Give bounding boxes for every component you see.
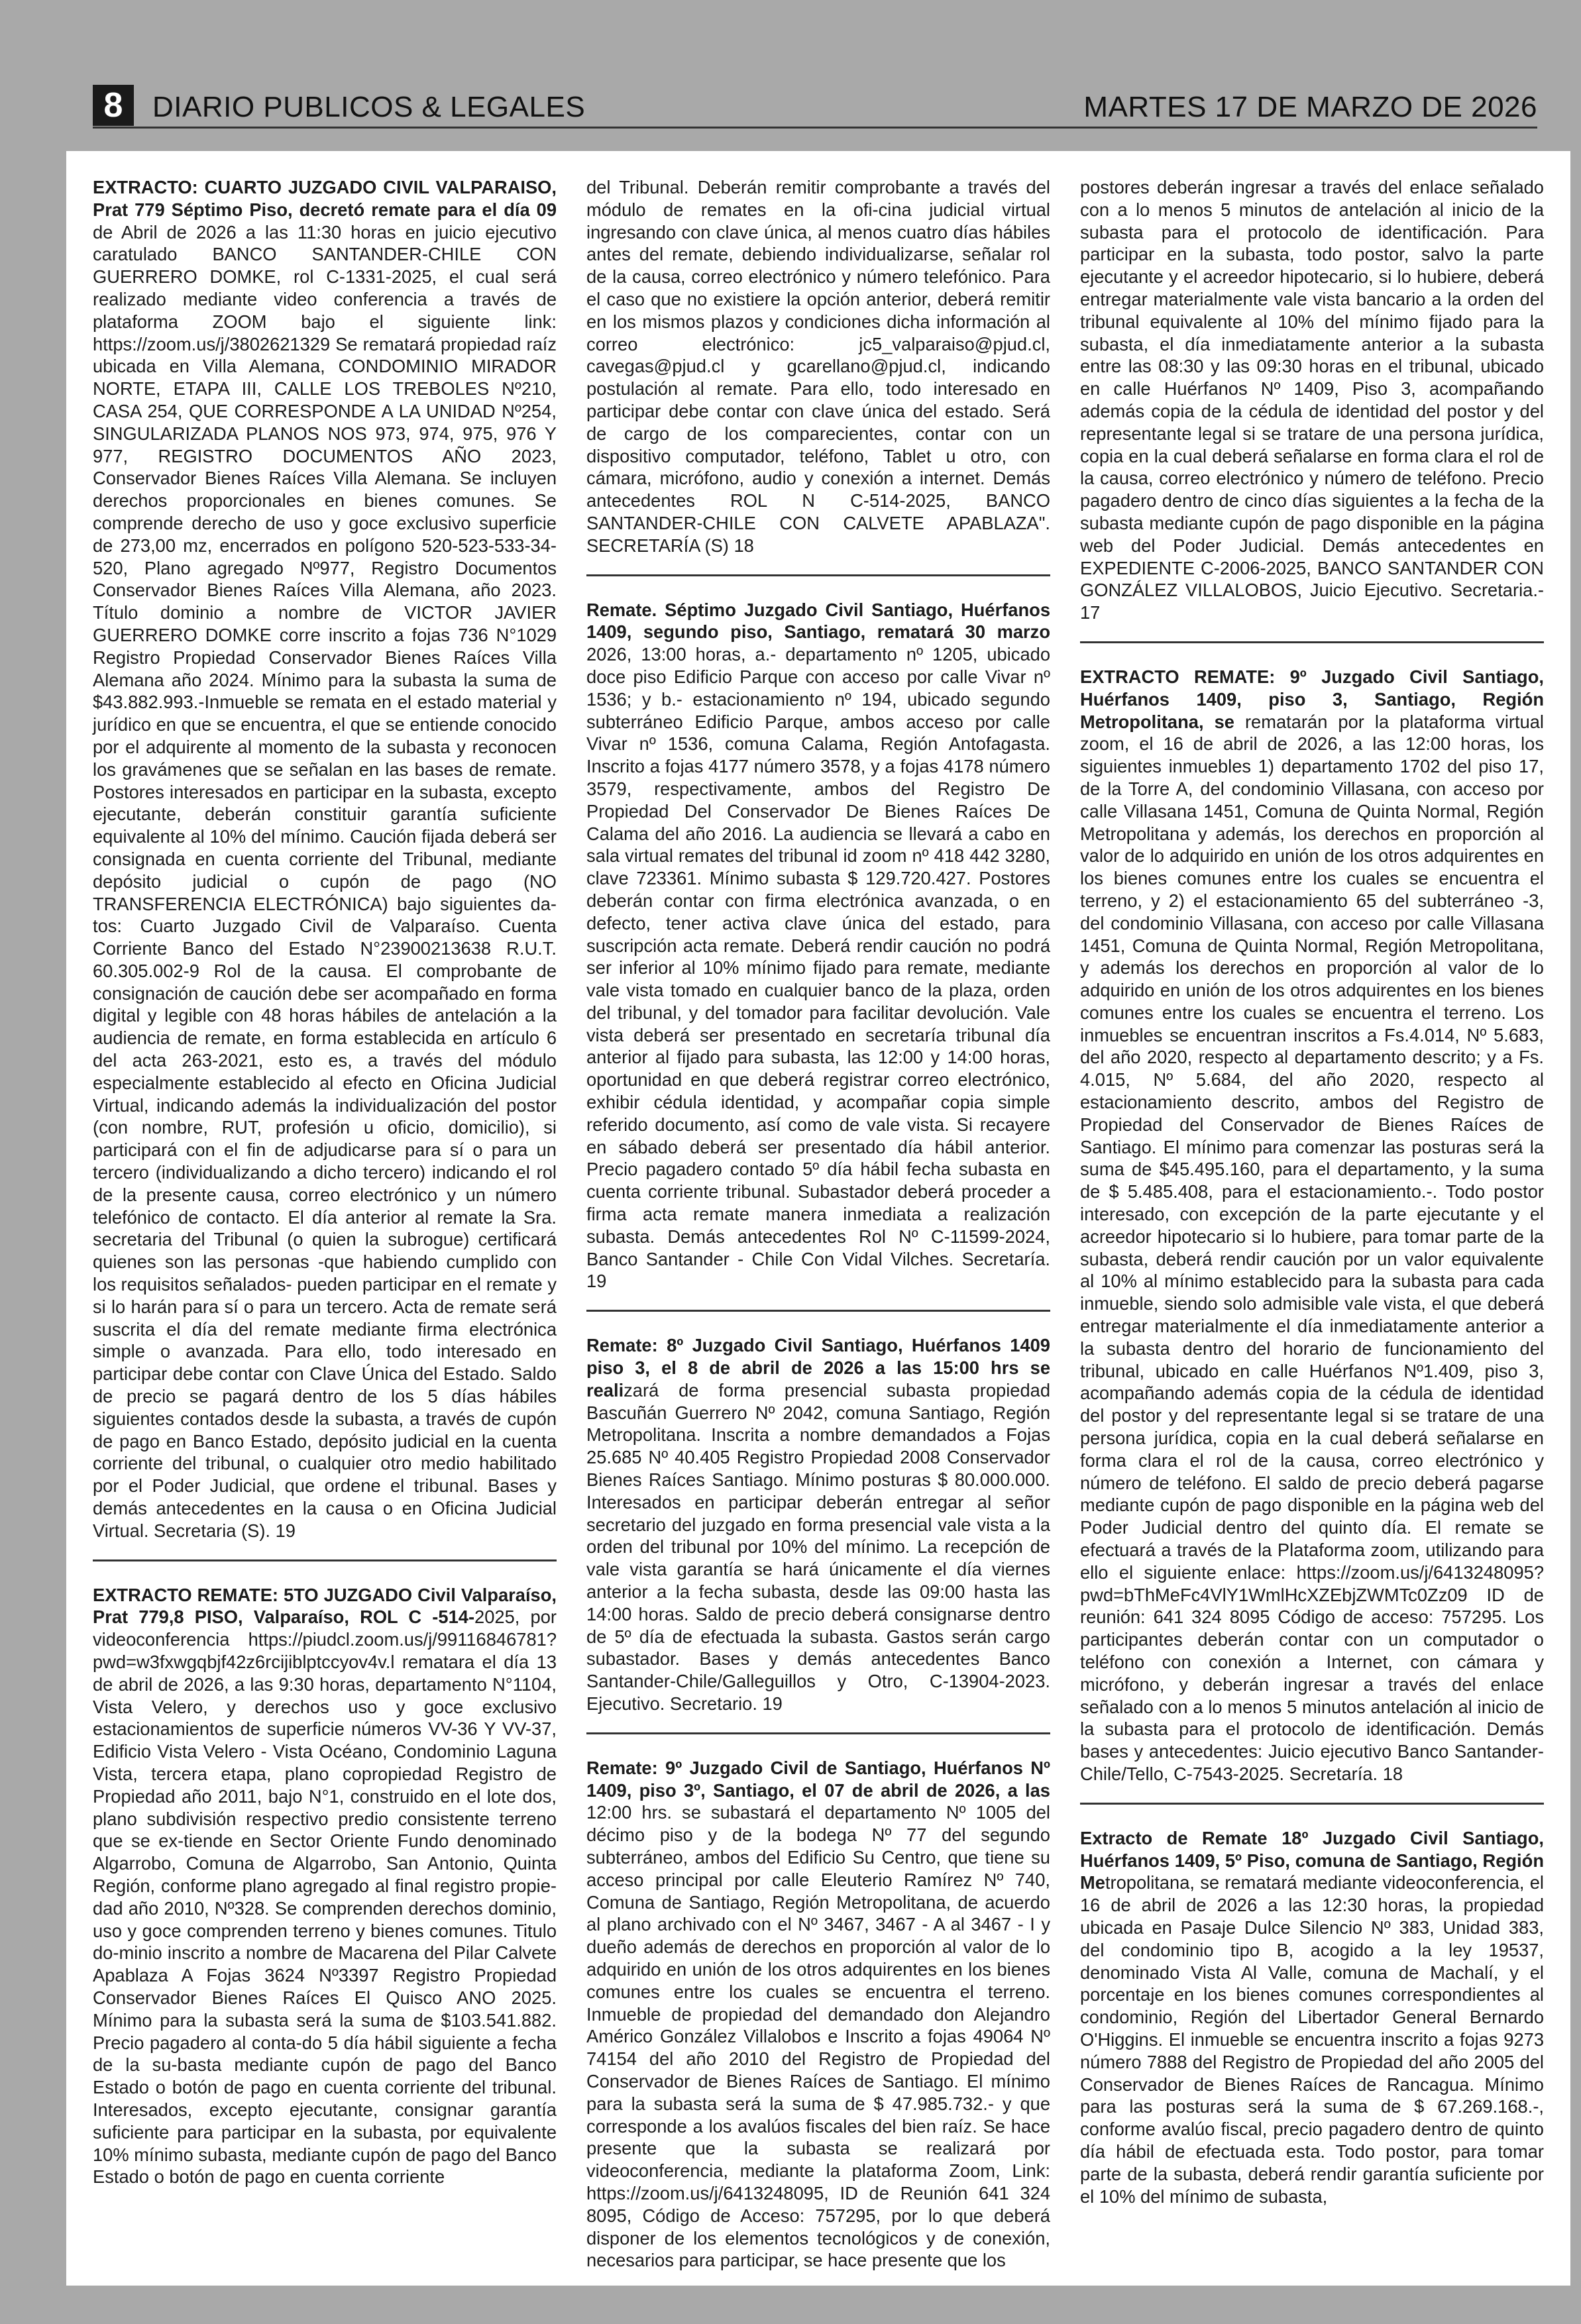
newspaper-page [66,151,1570,2286]
notice-body: 2025, por videoconferencia https://piudcl.zoom.us/j/99116846781?pwd=w3fxwgqbjf42z6rcijiblptccyov4v.l rematara el día 13 de abril de 2026, a las 9:30 horas, departamento N°1104, Vista Velero, y derechos uso y goce exclusivo estacionamientos de superficie números VV-36 Y VV-37, Edificio Vista Velero - Vista Océano, Condominio Laguna Vista, tercera etapa, plano copropiedad Registro de Propiedad año 2011, bajo N°1, construido en el lote dos, plano subdivisión respectivo predio consistente terreno que se ex-tiende en Sector Oriente Fundo denominado Algarrobo, Comuna de Algarrobo, San Antonio, Quinta Región, conforme plano agregado al final registro propie-dad año 2010, Nº328. Se comprenden derechos dominio, uso y goce comprenden terreno y bienes comunes. Titulo do-minio inscrito a nombre de Macarena del Pilar Calvete Apablaza A Fojas 3624 Nº3397 Registro Propiedad Conservador Bienes Raíces El Quisco ANO 2025. Mínimo para la subasta será la suma de $103.541.882. Precio pagadero al conta-do 5 día hábil siguiente a fecha de la su-basta mediante cupón de pago del Banco Estado o botón de pago en cuenta corriente del tribunal. Interesados, excepto ejecutante, consignar garantía suficiente para participar en la subasta, por equivalente 10% mínimo subasta, mediante cupón de pago del Banco Estado o botón de pago en cuenta corriente [93,1607,557,2188]
notice-divider [93,1559,557,1561]
notice-septimo-juzgado-santiago [586,599,1050,1293]
publication-name: DIARIO PUBLICOS & LEGALES [152,91,586,123]
notice-heading: EXTRACTO REMATE: 5TO JUZGADO Civil Valparaíso, Prat 779,8 PISO, Valparaíso, ROL C -514- [93,1584,557,1628]
notice-divider [586,574,1050,576]
page-number: 8 [93,85,134,126]
notice-divider [586,1732,1050,1734]
column-3 [1080,176,1544,2225]
notice-heading: EXTRACTO REMATE: 9º Juzgado Civil Santiago, Huérfanos 1409, piso 3, Santiago, Región Metropolitana, se [1080,666,1544,732]
notice-heading: Extracto de Remate 18º Juzgado Civil Santiago, Huérfanos 1409, 5º Piso, comuna de Santiago, Región Me [1080,1827,1544,1893]
notice-body: 2026, 13:00 horas, a.- departamento nº 1205, ubicado doce piso Edificio Parque con acceso por calle Vivar nº 1536; y b.- estacionamiento nº 194, ubicado segundo subterráneo Edificio Parque, ambos acceso por calle Vivar nº 1536, comuna Calama, Región Antofagasta. Inscrito a fojas 4177 número 3578, y a fojas 4178 número 3579, respectivamente, ambos del Registro De Propiedad Del Conservador De Bienes Raíces De Calama del año 2016. La audiencia se llevará a cabo en sala virtual remates del tribunal id zoom nº 418 442 3280, clave 723361. Mínimo subasta $ 129.720.427. Postores deberán contar con firma electrónica avanzada, o en defecto, tener activa clave única del estado, para suscripción acta remate. Deberá rendir caución no podrá ser inferior al 10% mínimo fijado para remate, mediante vale vista tomado en cualquier banco de la plaza, orden del tribunal, y del tomador para facilitar devolución. Vale vista deberá ser presentado en secretaría tribunal día anterior al fijado para subasta, las 12:00 y 14:00 horas, oportunidad en que deberá registrar correo electrónico, exhibir cédula identidad, y acompañar copia simple referido documento, así como de vale vista. Si recayere en sábado deberá ser presentado día hábil anterior. Precio pagadero contado 5º día hábil fecha subasta en cuenta corriente tribunal. Subastador deberá proceder a firma acta remate manera inmediata a realización subasta. Demás antecedentes Rol Nº C-11599-2024, Banco Santander - Chile Con Vidal Vilches. Secretaría. 19 [586,644,1050,1292]
notice-divider [1080,1803,1544,1805]
notice-18-juzgado-santiago [1080,1827,1544,2208]
column-2 [586,176,1050,2289]
notice-8-juzgado-santiago [586,1334,1050,1715]
notice-5to-juzgado-valparaiso [93,1584,557,2189]
notice-body: tropolitana, se rematará mediante videoconferencia, el 16 de abril de 2026 a las 12:30 horas, la propiedad ubicada en Pasaje Dulce Silencio Nº 383, Unidad 383, del condominio tipo B, acogido a la ley 19537, denominado Vista Al Valle, comuna de Machalí, y el porcentaje en los bienes comunes correspondientes al condominio, Región del Libertador General Bernardo O'Higgins. El inmueble se encuentra inscrito a fojas 9273 número 7888 del Registro de Propiedad del año 2005 del Conservador de Bienes Raíces de Rancagua. Mínimo para las posturas será la suma de $ 67.269.168.-, conforme avalúo fiscal, precio pagadero dentro de quinto día hábil de efectuada esta. Todo postor, para tomar parte de la subasta, deberá rendir garantía suficiente por el 10% del mínimo de subasta, [1080,1872,1544,2207]
notice-heading: Remate. Séptimo Juzgado Civil Santiago, Huérfanos 1409, segundo piso, Santiago, rematará 30 marzo [586,599,1050,643]
notice-body: de Abril de 2026 a las 11:30 horas en juicio ejecutivo caratulado BANCO SANTANDER-CHILE CON GUERRERO DOMKE, rol C-1331-2025, el cual será realizado mediante video conferencia a través de plataforma ZOOM bajo el siguiente link: https://zoom.us/j/3802621329 Se rematará propiedad raíz ubicada en Villa Alemana, CONDOMINIO MIRADOR NORTE, ETAPA III, CALLE LOS TREBOLES Nº210, CASA 254, QUE CORRESPONDE A LA UNIDAD Nº254, SINGULARIZADA PLANOS NOS 973, 974, 975, 976 Y 977, REGISTRO DOCUMENTOS AÑO 2023, Conservador Bienes Raíces Villa Alemana. Se incluyen derechos proporcionales en bienes comunes. Se comprende derecho de uso y goce exclusivo superficie de 273,00 mz, encerrados en polígono 520-523-533-34-520, Plano agregado Nº977, Registro Documentos Conservador Bienes Raíces Villa Alemana, año 2023. Título dominio a nombre de VICTOR JAVIER GUERRERO DOMKE corre inscrito a fojas 736 N°1029 Registro Propiedad Conservador Bienes Raíces Villa Alemana año 2024. Mínimo para la subasta la suma de $43.882.993.-Inmueble se remata en el estado material y jurídico en que se encuentra, el que se entiende conocido por el adquirente al momento de la subasta y reconocen los gravámenes que se señalan en las bases de remate. Postores interesados en participar en la subasta, excepto ejecutante, deberán constituir garantía suficiente equivalente al 10% del mínimo. Caución fijada deberá ser consignada en cuenta corriente del Tribunal, mediante depósito judicial o cupón de pago (NO TRANSFERENCIA ELECTRÓNICA) bajo siguientes da-tos: Cuarto Juzgado Civil de Valparaíso. Cuenta Corriente Banco del Estado N°23900213638 R.U.T. 60.305.002-9 Rol de la causa. El comprobante de consignación de caución debe ser acompañado en forma digital y legible con 48 horas hábiles de antelación a la audiencia de remate, en forma establecida en artículo 6 del acta 263-2021, esto es, a través del módulo especialmente establecido al efecto en Oficina Judicial Virtual, indicando además la individualización del postor (con nombre, RUT, profesión u oficio, domicilio), si participará con el fin de adjudicarse para sí o para un tercero (individualizando a dicho tercero) indicando el rol de la presente causa, correo electrónico y un número telefónico de contacto. El día anterior al remate la Sra. secretaria del Tribunal (o quien la subrogue) certificará quienes son las personas -que habiendo cumplido con los requisitos señalados- pueden participar en el remate y si lo harán para sí o para un tercero. Acta de remate será suscrita el día del remate mediante firma electrónica simple o avanzada. Para ello, todo interesado en participar debe contar con Clave Única del Estado. Saldo de precio se pagará dentro de los 5 días hábiles siguientes contados desde la subasta, a través de cupón de pago en Banco Estado, depósito judicial en la cuenta corriente del tribunal, o cualquier otro medio habilitado por el Poder Judicial, que ordene el tribunal. Bases y demás antecedentes en la causa o en Oficina Judicial Virtual. Secretaria (S). 19 [93,221,557,1541]
notice-heading: Remate: 8º Juzgado Civil Santiago, Huérfanos 1409 piso 3, el 8 de abril de 2026 a las 15:00 hrs se reali [586,1335,1050,1400]
notice-heading: Remate: 9º Juzgado Civil de Santiago, Huérfanos Nº 1409, piso 3º, Santiago, el 07 de abril de 2026, a las [586,1757,1050,1801]
notice-9-juzgado-santiago-su-centro [586,1757,1050,2272]
notice-9-juzgado-continuation [1080,176,1544,624]
notice-9-juzgado-villasana [1080,666,1544,1785]
publication-date: MARTES 17 DE MARZO DE 2026 [1083,91,1537,123]
notice-body: rematarán por la plataforma virtual zoom, el 16 de abril de 2026, a las 12:00 horas, los siguientes inmuebles 1) departamento 1702 del piso 17, de la Torre A, del condominio Villasana, con acceso por calle Villasana 1451, Comuna de Quinta Normal, Región Metropolitana y además, los derechos en proporción al valor de lo adquirido en unión de los otros adquirentes en los bienes comunes entre los cuales se encuentra el terreno, y 2) el estacionamiento 65 del subterráneo -3, del condominio Villasana, con acceso por calle Villasana 1451, Comuna de Quinta Normal, Región Metropolitana, y además los derechos en proporción al valor de lo adquirido en unión de los otros adquirentes en los bienes comunes entre los cuales se encuentra el terreno. Los inmuebles se encuentran inscritos a Fs.4.014, Nº 5.683, del año 2020, respecto al departamento descrito; y a Fs. 4.015, Nº 5.684, del año 2020, respecto al estacionamiento descrito, ambos del Registro de Propiedad del Conservador de Bienes Raíces de Santiago. El mínimo para comenzar las posturas será la suma de $45.495.160, para el departamento, y la suma de $ 5.485.408, para el estacionamiento.-. Todo postor interesado, con excepción de la parte ejecutante y el acreedor hipotecario si lo hubiere, para tomar parte de la subasta, deberá rendir caución por un valor equivalente al 10% al mínimo establecido para la subasta para cada inmueble, siendo solo admisible vale vista, el que deberá entregar materialmente el día inmediatamente anterior a la subasta dentro del horario de funcionamiento del tribunal, ubicado en calle Huérfanos Nº1.409, piso 3, acompañando además copia de la cédula de identidad del postor y del representante legal si se tratare de una persona jurídica, copia en la cual deberá señalarse en forma clara el rol de la causa, correo electrónico y número de teléfono. El saldo de precio deberá pagarse mediante cupón de pago disponible en la página web del Poder Judicial dentro del quinto día. El remate se efectuará a través de la Plataforma zoom, utilizando para ello el siguiente enlace: https://zoom.us/j/6413248095? pwd=bThMeFc4VlY1WmlHcXZEbjZWMTc0Zz09 ID de reunión: 641 324 8095 Código de acceso: 757295. Los participantes deberán contar con un computador o teléfono con conexión a Internet, con cámara y micrófono, y deberán ingresar a través del enlace señalado con a lo menos 5 minutos antelación al inicio de la subasta para el protocolo de identificación. Demás bases y antecedentes: Juicio ejecutivo Banco Santander- Chile/Tello, C-7543-2025. Secretaría. 18 [1080,711,1544,1784]
notice-body: postores deberán ingresar a través del enlace señalado con a lo menos 5 minutos de antelación al inicio de la subasta para el protocolo de identificación. Para participar en la subasta, todo postor, salvo la parte ejecutante y el acreedor hipotecario, si lo hubiere, deberá entregar materialmente vale vista bancario a la orden del tribunal equivalente al 10% del mínimo fijado para la subasta, el día inmediatamente anterior a la subasta entre las 08:30 y las 09:30 horas en el tribunal, ubicado en calle Huérfanos Nº 1409, Piso 3, acompañando además copia de la cédula de identidad del postor y del representante legal si se tratare de una persona jurídica, copia en la cual deberá señalarse en forma clara el rol de la causa, correo electrónico y número de teléfono. Precio pagadero dentro de cinco días siguientes a la fecha de la subasta mediante cupón de pago disponible en la página web del Poder Judicial. Demás antecedentes en EXPEDIENTE C-2006-2025, BANCO SANTANDER CON GONZÁLEZ VILLALOBOS, Juicio Ejecutivo. Secretaria.- 17 [1080,177,1544,623]
column-1 [93,176,557,2205]
notice-heading: EXTRACTO: CUARTO JUZGADO CIVIL VALPARAISO, Prat 779 Séptimo Piso, decretó remate para el día 09 [93,177,557,220]
notice-divider [1080,641,1544,643]
page-header [93,85,1537,126]
notice-divider [586,1310,1050,1312]
notice-body: del Tribunal. Deberán remitir comprobante a través del módulo de remates en la ofi-cina judicial virtual ingresando con clave única, al menos cuatro días hábiles antes del remate, debiendo individualizarse, señalar rol de la causa, correo electrónico y número telefónico. Para el caso que no existiere la opción anterior, deberá remitir en los mismos plazos y condiciones dicha información al correo electrónico: jc5_valparaiso@pjud.cl, cavegas@pjud.cl y gcarellano@pjud.cl, indicando postulación al remate. Para ello, todo interesado en participar debe contar con clave única del estado. Será de cargo de los comparecientes, contar con un dispositivo computador, teléfono, Tablet u otro, con cámara, micrófono, audio y conexión a internet. Demás antecedentes ROL N C-514-2025, BANCO SANTANDER-CHILE CON CALVETE APABLAZA". SECRETARÍA (S) 18 [586,177,1050,556]
notice-body: zará de forma presencial subasta propiedad Bascuñán Guerrero Nº 2042, comuna Santiago, Región Metropolitana. Inscrita a nombre demandados a Fojas 25.685 Nº 40.405 Registro Propiedad 2008 Conservador Bienes Raíces Santiago. Mínimo posturas $ 80.000.000. Interesados en participar deberán entregar al señor secretario del juzgado en forma presencial vale vista a la orden del tribunal por 10% del mínimo. La recepción de vale vista garantía se hará únicamente el día viernes anterior a la fecha subasta, desde las 09:00 hasta las 14:00 horas. Saldo de precio deberá consignarse dentro de 5º día de efectuada la subasta. Gastos serán cargo subastador. Bases y demás antecedentes Banco Santander-Chile/Galleguillos y Otro, C-13904-2023. Ejecutivo. Secretario. 19 [586,1379,1050,1714]
notice-cuarto-juzgado-valparaiso [93,176,557,1542]
header-divider [93,127,1537,129]
notice-5to-juzgado-continuation [586,176,1050,557]
notice-body: 12:00 hrs. se subastará el departamento Nº 1005 del décimo piso y de la bodega Nº 77 del segundo subterráneo, ambos del Edificio Su Centro, que tiene su acceso principal por calle Eleuterio Ramírez Nº 740, Comuna de Santiago, Región Metropolitana, de acuerdo al plano archivado con el Nº 3467, 3467 - A al 3467 - I y dueño además de derechos en proporción al valor de lo adquirido en unión de los otros adquirentes en los bienes comunes entre los cuales se encuentra el terreno. Inmueble de propiedad del demandado don Alejandro Américo González Villalobos e Inscrito a fojas 49064 Nº 74154 del año 2010 del Registro de Propiedad del Conservador de Bienes Raíces de Santiago. El mínimo para la subasta será la suma de $ 47.985.732.- y que corresponde a los avalúos fiscales del bien raíz. Se hace presente que la subasta se realizará por videoconferencia, mediante la plataforma Zoom, Link: https://zoom.us/j/6413248095, ID de Reunión 641 324 8095, Código de Acceso: 757295, por lo que deberá disponer de los elementos tecnológicos y de conexión, necesarios para participar, se hace presente que los [586,1802,1050,2271]
